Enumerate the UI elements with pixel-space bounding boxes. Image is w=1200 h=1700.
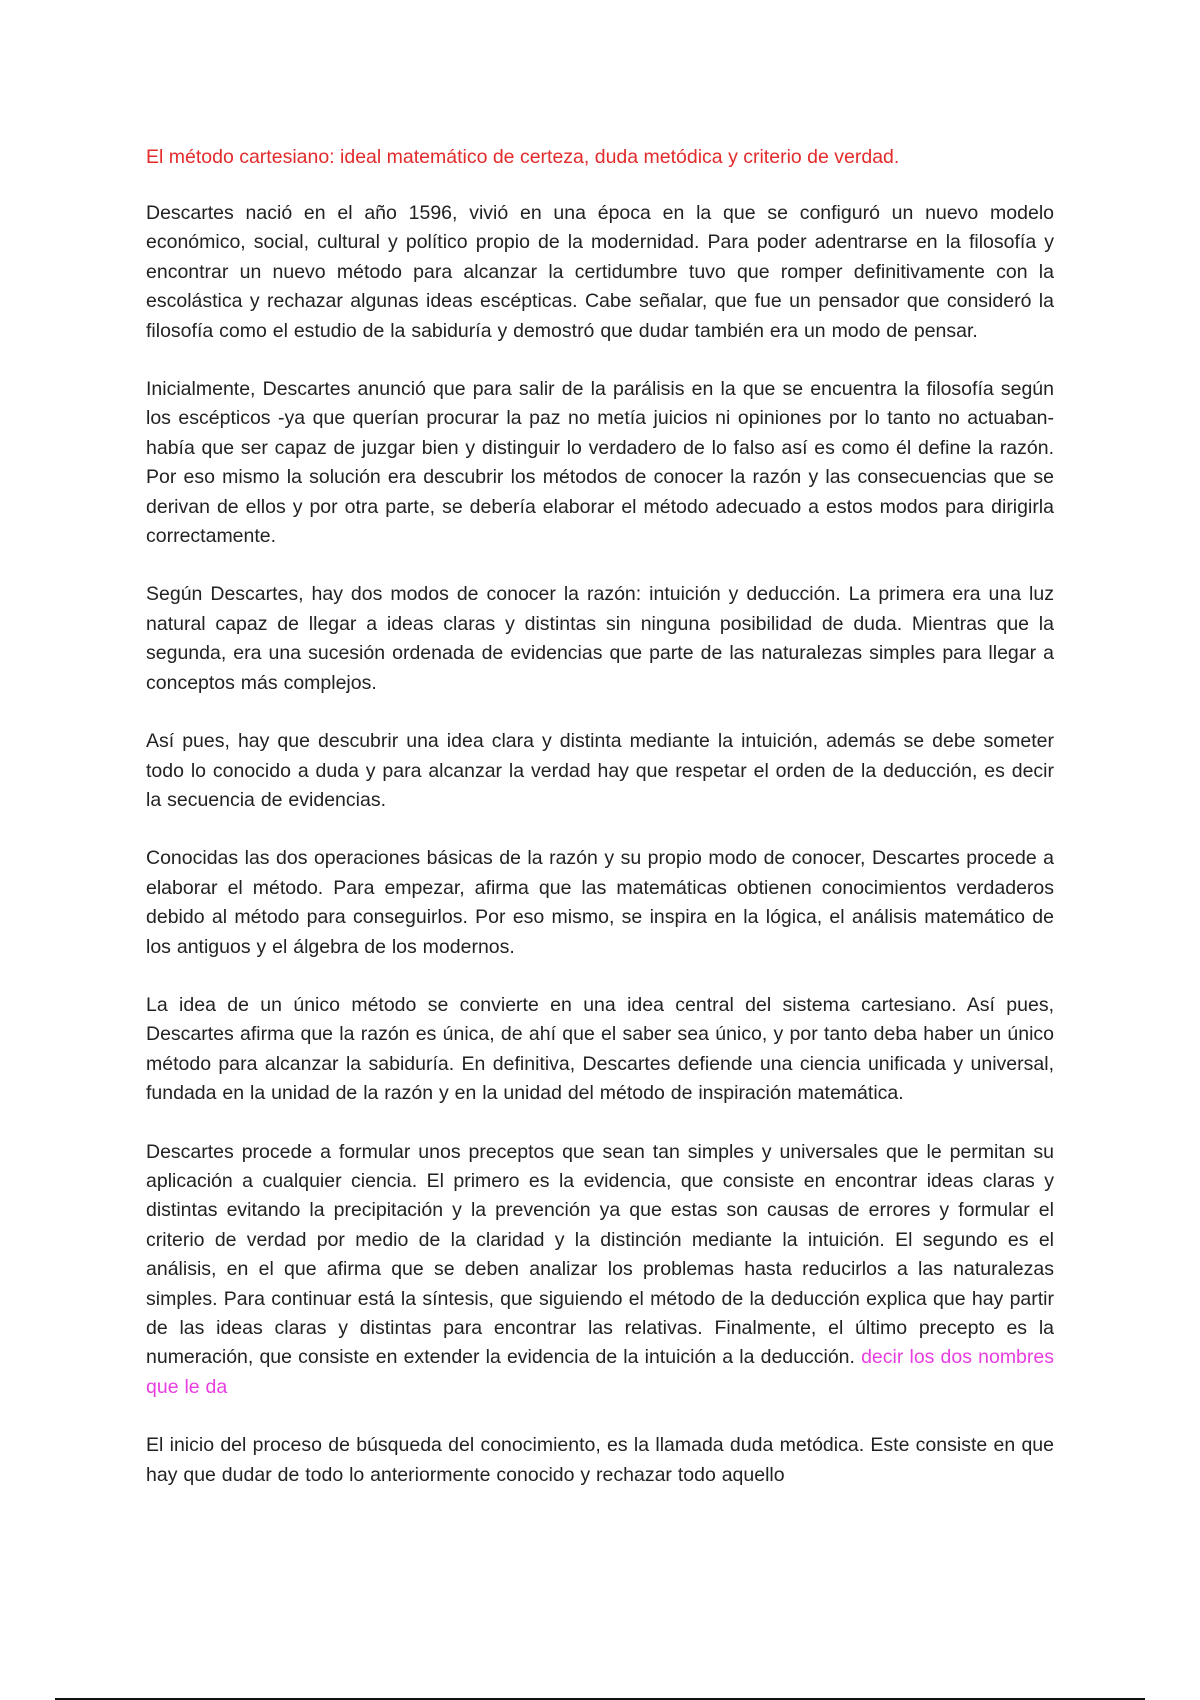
paragraph-unique-method: La idea de un único método se convierte en una idea central del sistema cartesiano. Así pues, Descartes afirma que la razón es única, de ahí que el saber sea único, y por tanto deba haber un único método para alcanzar la sabiduría. En definitiva, Descartes defiende una ciencia unificada y universal, fundada en la unidad de la razón y en la unidad del método de inspiración matemática.	[146, 993, 1054, 1105]
paragraph-methodic-doubt: El inicio del proceso de búsqueda del conocimiento, es la llamada duda metódica. Este consiste en que hay que dudar de todo lo anteriormente conocido y rechazar todo aquello	[146, 1434, 1054, 1486]
paragraph-biography: Descartes nació en el año 1596, vivió en una época en la que se configuró un nuevo modelo económico, social, cultural y político propio de la modernidad. Para poder adentrarse en la filosofía y encontrar un nuevo método para alcanzar la certidumbre tuvo que romper definitivamente con la escolástica y rechazar algunas ideas escépticas. Cabe señalar, que fue un pensador que consideró la filosofía como el estudio de la sabiduría y demostró que dudar también era un modo de pensar.	[146, 202, 1054, 342]
paragraph-precepts	[146, 1138, 1054, 1403]
document-title: El método cartesiano: ideal matemático de certeza, duda metódica y criterio de verdad.	[146, 146, 900, 168]
document-page	[146, 142, 1054, 1519]
precepts-text: Descartes procede a formular unos preceptos que sean tan simples y universales que le permitan su aplicación a cualquier ciencia. El primero es la evidencia, que consiste en encontrar ideas claras y distintas evitando la precipitación y la prevención ya que estas son causas de errores y formular el criterio de verdad por medio de la claridad y la distinción mediante la intuición. El segundo es el análisis, en el que afirma que se deben analizar los problemas hasta reducirlos a las naturalezas simples. Para continuar está la síntesis, que siguiendo el método de la deducción explica que hay partir de las ideas claras y distintas para encontrar las relativas. Finalmente, el último precepto es la numeración, que consiste en extender la evidencia de la intuición a la deducción.	[146, 1140, 1054, 1369]
paragraph-method: Conocidas las dos operaciones básicas de la razón y su propio modo de conocer, Descartes procede a elaborar el método. Para empezar, afirma que las matemáticas obtienen conocimientos verdaderos debido al método para conseguirlos. Por eso mismo, se inspira en la lógica, el análisis matemático de los antiguos y el álgebra de los modernos.	[146, 847, 1054, 958]
paragraph-skeptics: Inicialmente, Descartes anunció que para salir de la parálisis en la que se encuentra la filosofía según los escépticos -ya que querían procurar la paz no metía juicios ni opiniones por lo tanto no actuaban- había que ser capaz de juzgar bien y distinguir lo verdadero de lo falso así es como él define la razón. Por eso mismo la solución era descubrir los métodos de conocer la razón y las consecuencias que se derivan de ellos y por otra parte, se debería elaborar el método adecuado a estos modos para dirigirla correctamente.	[146, 378, 1054, 548]
paragraph-modes-of-reason: Según Descartes, hay dos modos de conocer la razón: intuición y deducción. La primera era una luz natural capaz de llegar a ideas claras y distintas sin ninguna posibilidad de duda. Mientras que la segunda, era una sucesión ordenada de evidencias que parte de las naturalezas simples para llegar a conceptos más complejos.	[146, 583, 1054, 694]
paragraph-intuition: Así pues, hay que descubrir una idea clara y distinta mediante la intuición, además se debe someter todo lo conocido a duda y para alcanzar la verdad hay que respetar el orden de la deducción, es decir la secuencia de evidencias.	[146, 730, 1054, 811]
precepts-annotation: decir los dos nombres que le da	[146, 1346, 1054, 1398]
